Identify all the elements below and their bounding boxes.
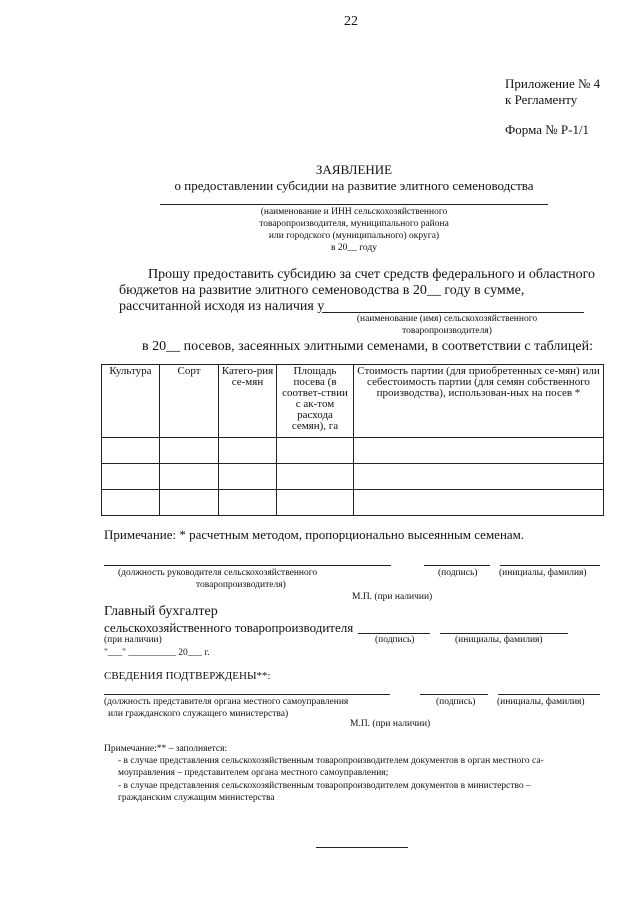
table-header-row [102, 365, 604, 438]
table-cell[interactable] [219, 464, 277, 490]
confirmed-signature-line [420, 694, 488, 695]
table-cell[interactable] [354, 490, 604, 516]
confirmed-position-caption-1: (должность представителя органа местного самоуправления [104, 697, 349, 707]
crops-table [101, 364, 604, 516]
confirmed-initials-line [498, 694, 600, 695]
table-cell[interactable] [219, 490, 277, 516]
producer-caption-2: товаропроизводителя) [402, 326, 492, 336]
form-number: Форма № Р-1/1 [505, 122, 590, 137]
head-initials-caption: (инициалы, фамилия) [499, 568, 587, 578]
accountant-title: Главный бухгалтер [104, 604, 218, 619]
producer-caption-1: (наименование (имя) сельскохозяйственного [356, 314, 538, 324]
table-cell[interactable] [277, 438, 354, 464]
confirmed-position-caption-2: или гражданского служащего министерства) [108, 709, 289, 719]
accountant-date: "___" __________ 20___ г. [104, 648, 210, 658]
head-signature-line [424, 565, 490, 566]
table-cell[interactable] [102, 490, 160, 516]
table-cell[interactable] [277, 464, 354, 490]
table-cell[interactable] [102, 464, 160, 490]
footnote-item-2-line-2: гражданским служащим министерства [118, 793, 275, 803]
request-line-3: рассчитанной исходя из наличия у [119, 299, 325, 314]
header-sowing-area: Площадь посева (в соответ-ствии с ак-том расхода семян), га [277, 365, 354, 438]
document-title: ЗАЯВЛЕНИЕ [315, 162, 393, 177]
applicant-caption-3: или городского (муниципального) округа) [268, 231, 440, 241]
confirmed-stamp: М.П. (при наличии) [350, 719, 431, 729]
producer-name-line [322, 312, 584, 313]
table-cell[interactable] [160, 464, 219, 490]
confirmed-title: СВЕДЕНИЯ ПОДТВЕРЖДЕНЫ**: [104, 670, 271, 682]
head-initials-line [500, 565, 600, 566]
head-position-caption-1: (должность руководителя сельскохозяйственного [118, 568, 318, 578]
table-row [102, 464, 604, 490]
applicant-name-line [160, 204, 548, 205]
footnote-item-1-line-1: - в случае представления сельскохозяйственным товаропроизводителем документов в орган местного са- [118, 756, 544, 766]
table-cell[interactable] [160, 490, 219, 516]
table-cell[interactable] [102, 438, 160, 464]
confirmed-initials-caption: (инициалы, фамилия) [497, 697, 585, 707]
table-cell[interactable] [277, 490, 354, 516]
head-signature-caption: (подпись) [438, 568, 478, 578]
request-line-4: в 20__ посевов, засеянных элитными семенами, в соответствии с таблицей: [142, 339, 593, 354]
accountant-initials-line [440, 633, 568, 634]
table-note: Примечание: * расчетным методом, пропорционально высеянным семенам. [104, 527, 525, 542]
head-position-line [104, 565, 391, 566]
accountant-signature-line [358, 633, 430, 634]
confirmed-signature-caption: (подпись) [436, 697, 476, 707]
table-cell[interactable] [354, 464, 604, 490]
accountant-initials-caption: (инициалы, фамилия) [455, 635, 543, 645]
accountant-organisation: сельскохозяйственного товаропроизводителя [104, 620, 354, 635]
head-stamp: М.П. (при наличии) [352, 592, 433, 602]
applicant-caption-1: (наименование и ИНН сельскохозяйственного [260, 207, 448, 217]
footnote-item-2-line-1: - в случае представления сельскохозяйственным товаропроизводителем документов в министерство – [118, 781, 531, 791]
header-variety: Сорт [160, 365, 219, 438]
footnote-item-1-line-2: моуправления – представителем органа местного самоуправления; [118, 768, 389, 778]
confirmed-position-line [104, 694, 390, 695]
header-batch-cost: Стоимость партии (для приобретенных се-мян) или себестоимость партии (для семян собственного производства), использован-ных на посев * [354, 365, 604, 438]
table-cell[interactable] [219, 438, 277, 464]
appendix-reference: к Регламенту [505, 92, 578, 107]
appendix-title: Приложение № 4 [505, 76, 601, 91]
accountant-signature-caption: (подпись) [375, 635, 415, 645]
header-crop: Культура [102, 365, 160, 438]
header-seed-category: Катего-рия се-мян [219, 365, 277, 438]
applicant-caption-2: товаропроизводителя, муниципального района [259, 219, 449, 229]
table-row [102, 438, 604, 464]
end-separator [316, 847, 408, 848]
table-row [102, 490, 604, 516]
footnote-title: Примечание:** – заполняется: [104, 744, 228, 754]
applicant-year: в 20__ году [331, 243, 377, 253]
table-cell[interactable] [354, 438, 604, 464]
request-line-1: Прошу предоставить субсидию за счет средств федерального и областного [148, 267, 596, 282]
head-position-caption-2: товаропроизводителя) [196, 580, 286, 590]
request-line-2: бюджетов на развитие элитного семеноводства в 20__ году в сумме, [119, 283, 525, 298]
table-cell[interactable] [160, 438, 219, 464]
accountant-caption: (при наличии) [104, 635, 162, 645]
page-number: 22 [344, 14, 358, 29]
document-subtitle: о предоставлении субсидии на развитие элитного семеноводства [174, 178, 534, 193]
